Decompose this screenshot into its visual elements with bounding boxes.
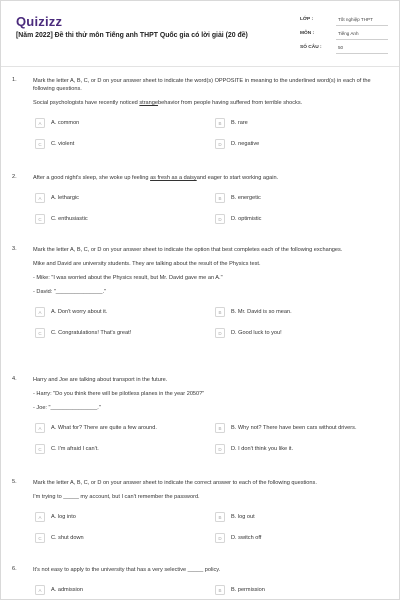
- option-letter-box[interactable]: A: [35, 193, 45, 203]
- option-text: C. violent: [51, 141, 75, 147]
- option-d[interactable]: [215, 327, 282, 339]
- meta-count-row: [300, 42, 388, 56]
- option-letter-box[interactable]: D: [215, 214, 225, 224]
- option-text: D. negative: [231, 141, 260, 147]
- option-letter-box[interactable]: B: [215, 118, 225, 128]
- option-text: D. I don't think you like it.: [231, 446, 294, 452]
- worksheet-header: [0, 0, 400, 66]
- option-d[interactable]: [215, 443, 293, 455]
- header-divider: [0, 66, 400, 67]
- option-text: B. Mr. David is so mean.: [231, 309, 292, 315]
- option-text: B. energetic: [231, 195, 261, 201]
- dialogue-line: - Mike: "I was worried about the Physics result, but Mr. David gave me an A.": [33, 275, 223, 281]
- option-letter-box[interactable]: C: [35, 444, 45, 454]
- meta-subject-value: Tiếng Anh: [338, 31, 359, 36]
- question-instruction: Mark the letter A, B, C, or D on your answer sheet to indicate the correct answer to each of the following questions.: [33, 480, 317, 486]
- meta-count-value: 50: [338, 45, 344, 50]
- question-instruction: Mark the letter A, B, C, or D on your answer sheet to indicate the option that best completes each of the following exchanges.: [33, 247, 343, 253]
- meta-class-label: LỚP :: [300, 17, 314, 22]
- option-letter-box[interactable]: B: [215, 585, 225, 595]
- dialogue-line: - Joe: "_______________.": [33, 405, 101, 411]
- meta-class-value: Tốt nghiệp THPT: [338, 17, 373, 22]
- meta-subject-label: MÔN :: [300, 31, 315, 36]
- option-a[interactable]: [35, 192, 79, 204]
- option-letter-box[interactable]: C: [35, 214, 45, 224]
- option-b[interactable]: [215, 117, 248, 129]
- option-text: A. admission: [51, 587, 84, 593]
- question-number: 3.: [12, 246, 17, 252]
- answer-options: [0, 306, 400, 348]
- question-context: Harry and Joe are talking about transport in the future.: [33, 377, 168, 383]
- option-b[interactable]: [215, 422, 357, 434]
- option-text: C. enthusiastic: [51, 216, 88, 222]
- stem-text: behavior from people having suffered from terrible shocks.: [158, 100, 303, 106]
- question-number: 1.: [12, 77, 17, 83]
- meta-count-label: SỐ CÂU :: [300, 45, 322, 50]
- worksheet-title: [Năm 2022] Đề thi thử môn Tiếng anh THPT Quốc gia có lời giải (20 đề): [16, 32, 248, 39]
- option-a[interactable]: [35, 511, 76, 523]
- option-b[interactable]: [215, 192, 261, 204]
- question-6: [0, 566, 400, 600]
- option-c[interactable]: [35, 532, 84, 544]
- meta-class-row: [300, 14, 388, 28]
- answer-options: [0, 584, 400, 600]
- question-context: Mike and David are university students. They are talking about the result of the Physics test.: [33, 261, 261, 267]
- option-d[interactable]: [215, 138, 259, 150]
- option-letter-box[interactable]: D: [215, 444, 225, 454]
- answer-options: [0, 117, 400, 159]
- question-instruction: Mark the letter A, B, C, or D on your answer sheet to indicate the word(s) OPPOSITE in meaning to the underlined word(s) in each of the following questions.: [33, 78, 371, 92]
- stem-text: Social psychologists have recently noticed: [33, 100, 140, 106]
- option-letter-box[interactable]: D: [215, 139, 225, 149]
- option-d[interactable]: [215, 213, 261, 225]
- option-text: A. Don't worry about it.: [51, 309, 108, 315]
- option-b[interactable]: [215, 511, 255, 523]
- option-b[interactable]: [215, 584, 265, 596]
- option-a[interactable]: [35, 117, 79, 129]
- option-c[interactable]: [35, 327, 131, 339]
- meta-underline: [336, 25, 388, 26]
- question-3: [0, 246, 400, 376]
- question-4: [0, 376, 400, 479]
- option-text: D. Good luck to you!: [231, 330, 282, 336]
- meta-underline: [336, 53, 388, 54]
- option-text: D. switch off: [231, 535, 262, 541]
- option-letter-box[interactable]: A: [35, 512, 45, 522]
- question-number: 2.: [12, 174, 17, 180]
- meta-underline: [336, 39, 388, 40]
- option-a[interactable]: [35, 422, 157, 434]
- quizizz-logo: Quizizz: [16, 14, 63, 29]
- question-1: [0, 77, 400, 174]
- option-text: B. permission: [231, 587, 265, 593]
- option-letter-box[interactable]: A: [35, 118, 45, 128]
- option-c[interactable]: [35, 443, 99, 455]
- question-stem: It's not easy to apply to the university that has a very selective _____ policy.: [33, 567, 221, 573]
- option-a[interactable]: [35, 306, 107, 318]
- option-text: B. Why not? There have been cars without drivers.: [231, 425, 357, 431]
- option-text: C. shut down: [51, 535, 84, 541]
- option-text: A. common: [51, 120, 80, 126]
- option-text: B. rare: [231, 120, 248, 126]
- option-letter-box[interactable]: B: [215, 307, 225, 317]
- underlined-word: strange: [139, 100, 159, 106]
- option-text: D. optimistic: [231, 216, 262, 222]
- option-letter-box[interactable]: D: [215, 328, 225, 338]
- question-stem: [33, 174, 387, 182]
- option-c[interactable]: [35, 138, 74, 150]
- option-text: B. log out: [231, 514, 255, 520]
- option-letter-box[interactable]: A: [35, 307, 45, 317]
- option-b[interactable]: [215, 306, 292, 318]
- question-number: 6.: [12, 566, 17, 572]
- option-letter-box[interactable]: C: [35, 533, 45, 543]
- option-text: C. Congratulations! That's great!: [51, 330, 132, 336]
- question-2: [0, 174, 400, 246]
- option-a[interactable]: [35, 584, 83, 596]
- option-text: A. log into: [51, 514, 76, 520]
- question-number: 5.: [12, 479, 17, 485]
- answer-options: [0, 422, 400, 464]
- option-letter-box[interactable]: B: [215, 423, 225, 433]
- question-number: 4.: [12, 376, 17, 382]
- answer-options: [0, 511, 400, 553]
- option-text: C. I'm afraid I can't.: [51, 446, 99, 452]
- option-letter-box[interactable]: C: [35, 139, 45, 149]
- question-list: [0, 77, 400, 600]
- option-letter-box[interactable]: B: [215, 193, 225, 203]
- question-5: [0, 479, 400, 566]
- meta-subject-row: [300, 28, 388, 42]
- stem-text: After a good night's sleep, she woke up feeling: [33, 175, 151, 181]
- dialogue-line: - David: "_______________.": [33, 289, 107, 295]
- option-letter-box[interactable]: A: [35, 585, 45, 595]
- dialogue-line: - Harry: "Do you think there will be pilotless planes in the year 2050?": [33, 391, 205, 397]
- stem-text: and eager to start working again.: [196, 175, 279, 181]
- underlined-phrase: as fresh as a daisy: [150, 175, 197, 181]
- question-stem: [33, 99, 387, 107]
- option-letter-box[interactable]: B: [215, 512, 225, 522]
- option-letter-box[interactable]: D: [215, 533, 225, 543]
- worksheet-meta: [300, 14, 388, 56]
- option-c[interactable]: [35, 213, 88, 225]
- option-d[interactable]: [215, 532, 261, 544]
- answer-options: [0, 192, 400, 234]
- option-letter-box[interactable]: C: [35, 328, 45, 338]
- question-stem: I'm trying to _____ my account, but I can't remember the password.: [33, 494, 200, 500]
- option-text: A. lethargic: [51, 195, 79, 201]
- option-text: A. What for? There are quite a few around.: [51, 425, 157, 431]
- option-letter-box[interactable]: A: [35, 423, 45, 433]
